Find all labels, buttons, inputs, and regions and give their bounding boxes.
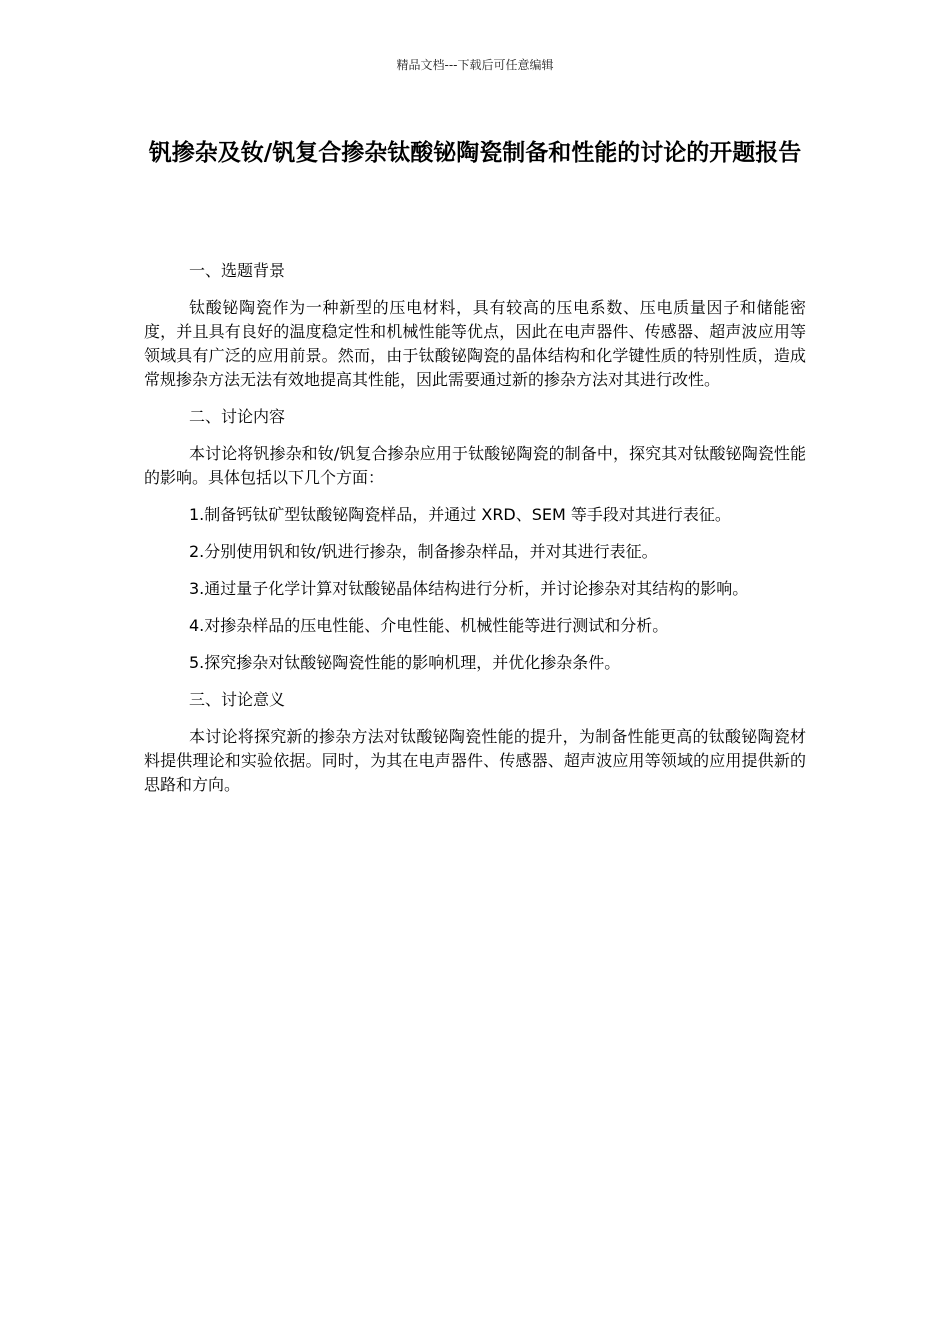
- document-body: [144, 259, 806, 810]
- section-heading-content: 二、讨论内容: [189, 407, 286, 426]
- list-item-1: 1.制备钙钛矿型钛酸铋陶瓷样品，并通过 XRD、SEM 等手段对其进行表征。: [189, 505, 731, 524]
- list-item-5: 5.探究掺杂对钛酸铋陶瓷性能的影响机理，并优化掺杂条件。: [189, 653, 621, 672]
- section-heading-background: 一、选题背景: [189, 261, 286, 280]
- header-note: 精品文档---下载后可任意编辑: [396, 58, 554, 72]
- section-heading-significance: 三、讨论意义: [189, 690, 286, 709]
- paragraph-significance: 本讨论将探究新的掺杂方法对钛酸铋陶瓷性能的提升，为制备性能更高的钛酸铋陶瓷材料提供理论和实验依据。同时，为其在电声器件、传感器、超声波应用等领域的应用提供新的思路和方向。: [144, 727, 806, 794]
- paragraph-background: 钛酸铋陶瓷作为一种新型的压电材料，具有较高的压电系数、压电质量因子和储能密度，并且具有良好的温度稳定性和机械性能等优点，因此在电声器件、传感器、超声波应用等领域具有广泛的应用前景。然而，由于钛酸铋陶瓷的晶体结构和化学键性质的特别性质，造成常规掺杂方法无法有效地提高其性能，因此需要通过新的掺杂方法对其进行改性。: [144, 298, 806, 389]
- list-item-4: 4.对掺杂样品的压电性能、介电性能、机械性能等进行测试和分析。: [189, 616, 669, 635]
- paragraph-content-intro: 本讨论将钒掺杂和钕/钒复合掺杂应用于钛酸铋陶瓷的制备中，探究其对钛酸铋陶瓷性能的影响。具体包括以下几个方面：: [144, 444, 806, 487]
- list-item-3: 3.通过量子化学计算对钛酸铋晶体结构进行分析，并讨论掺杂对其结构的影响。: [189, 579, 749, 598]
- document-title: 钒掺杂及钕/钒复合掺杂钛酸铋陶瓷制备和性能的讨论的开题报告: [148, 140, 802, 166]
- list-item-2: 2.分别使用钒和钕/钒进行掺杂，制备掺杂样品，并对其进行表征。: [189, 542, 658, 561]
